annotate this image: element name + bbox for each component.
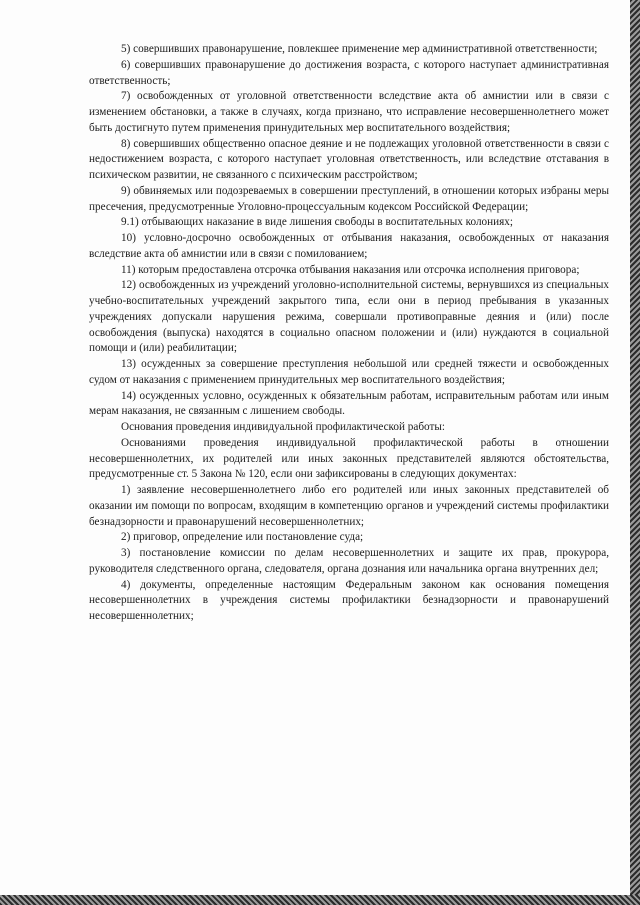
scan-edge-bottom (0, 895, 640, 905)
paragraph-item-7: 7) освобожденных от уголовной ответственности вследствие акта об амнистии или в связи с изменением обстановки, а также в случаях, когда признано, что исправление несовершеннолетнего может быть достигнуто путем применения принудительных мер воспитательного воздействия; (89, 90, 609, 134)
paragraph-item-8: 8) совершивших общественно опасное деяние и не подлежащих уголовной ответственности в связи с недостижением возраста, с которого наступает уголовная ответственность, или вследствие отставания в психическом развитии, не связанного с психическим расстройством; (89, 137, 609, 181)
paragraph-grounds-intro: Основаниями проведения индивидуальной профилактической работы в отношении несовершеннолетних, их родителей или иных законных представителей являются обстоятельства, предусмотренные ст. 5 Закона № 120, если они зафиксированы в следующих документах: (89, 436, 609, 481)
paragraph-item-14: 14) осужденных условно, осужденных к обязательным работам, исправительным работам или иным мерам наказания, не связанным с лишением свободы. (89, 389, 609, 418)
paragraph-item-9-1: 9.1) отбывающих наказание в виде лишения свободы в воспитательных колониях; (121, 216, 513, 229)
document-body (89, 42, 609, 625)
paragraph-ground-4: 4) документы, определенные настоящим Федеральным законом как основания помещения несовершеннолетних в учреждения системы профилактики безнадзорности и правонарушений несовершеннолетних; (89, 578, 609, 622)
paragraph-item-6: 6) совершивших правонарушение до достижения возраста, с которого наступает административная ответственность; (89, 58, 609, 87)
paragraph-item-5: 5) совершивших правонарушение, повлекшее применение мер административной ответственности; (121, 43, 598, 55)
paragraph-ground-1: 1) заявление несовершеннолетнего либо его родителей или иных законных представителей об оказании им помощи по вопросам, входящим в компетенцию органов и учреждений системы профилактики безнадзорности и правонарушений несовершеннолетних; (89, 484, 609, 528)
paragraph-ground-3: 3) постановление комиссии по делам несовершеннолетних и защите их прав, прокурора, руководителя следственного органа, следователя, органа дознания или начальника органа внутренних дел; (89, 547, 609, 575)
paragraph-item-13: 13) осужденных за совершение преступления небольшой или средней тяжести и освобожденных судом от наказания с применением принудительных мер воспитательного воздействия; (89, 358, 609, 386)
paragraph-item-10: 10) условно-досрочно освобожденных от отбывания наказания, освобожденных от наказания вследствие акта об амнистии или в связи с помилованием; (89, 232, 609, 260)
scan-edge-right (630, 0, 640, 905)
paragraph-ground-2: 2) приговор, определение или постановление суда; (121, 531, 364, 544)
section-heading: Основания проведения индивидуальной профилактической работы: (121, 421, 446, 433)
paragraph-item-12: 12) освобожденных из учреждений уголовно-исполнительной системы, вернувшихся из специальных учебно-воспитательных учреждений закрытого типа, если они в период пребывания в указанных учреждениях допускали нарушения режима, совершали противоправные деяния и (или) после освобождения (выпуска) находятся в социально опасном положении и (или) нуждаются в социальной помощи и (или) реабилитации; (89, 279, 609, 355)
paragraph-item-9: 9) обвиняемых или подозреваемых в совершении преступлений, в отношении которых избраны меры пресечения, предусмотренные Уголовно-процессуальным кодексом Российской Федерации; (89, 184, 609, 213)
paragraph-item-11: 11) которым предоставлена отсрочка отбывания наказания или отсрочка исполнения приговора; (121, 263, 580, 276)
